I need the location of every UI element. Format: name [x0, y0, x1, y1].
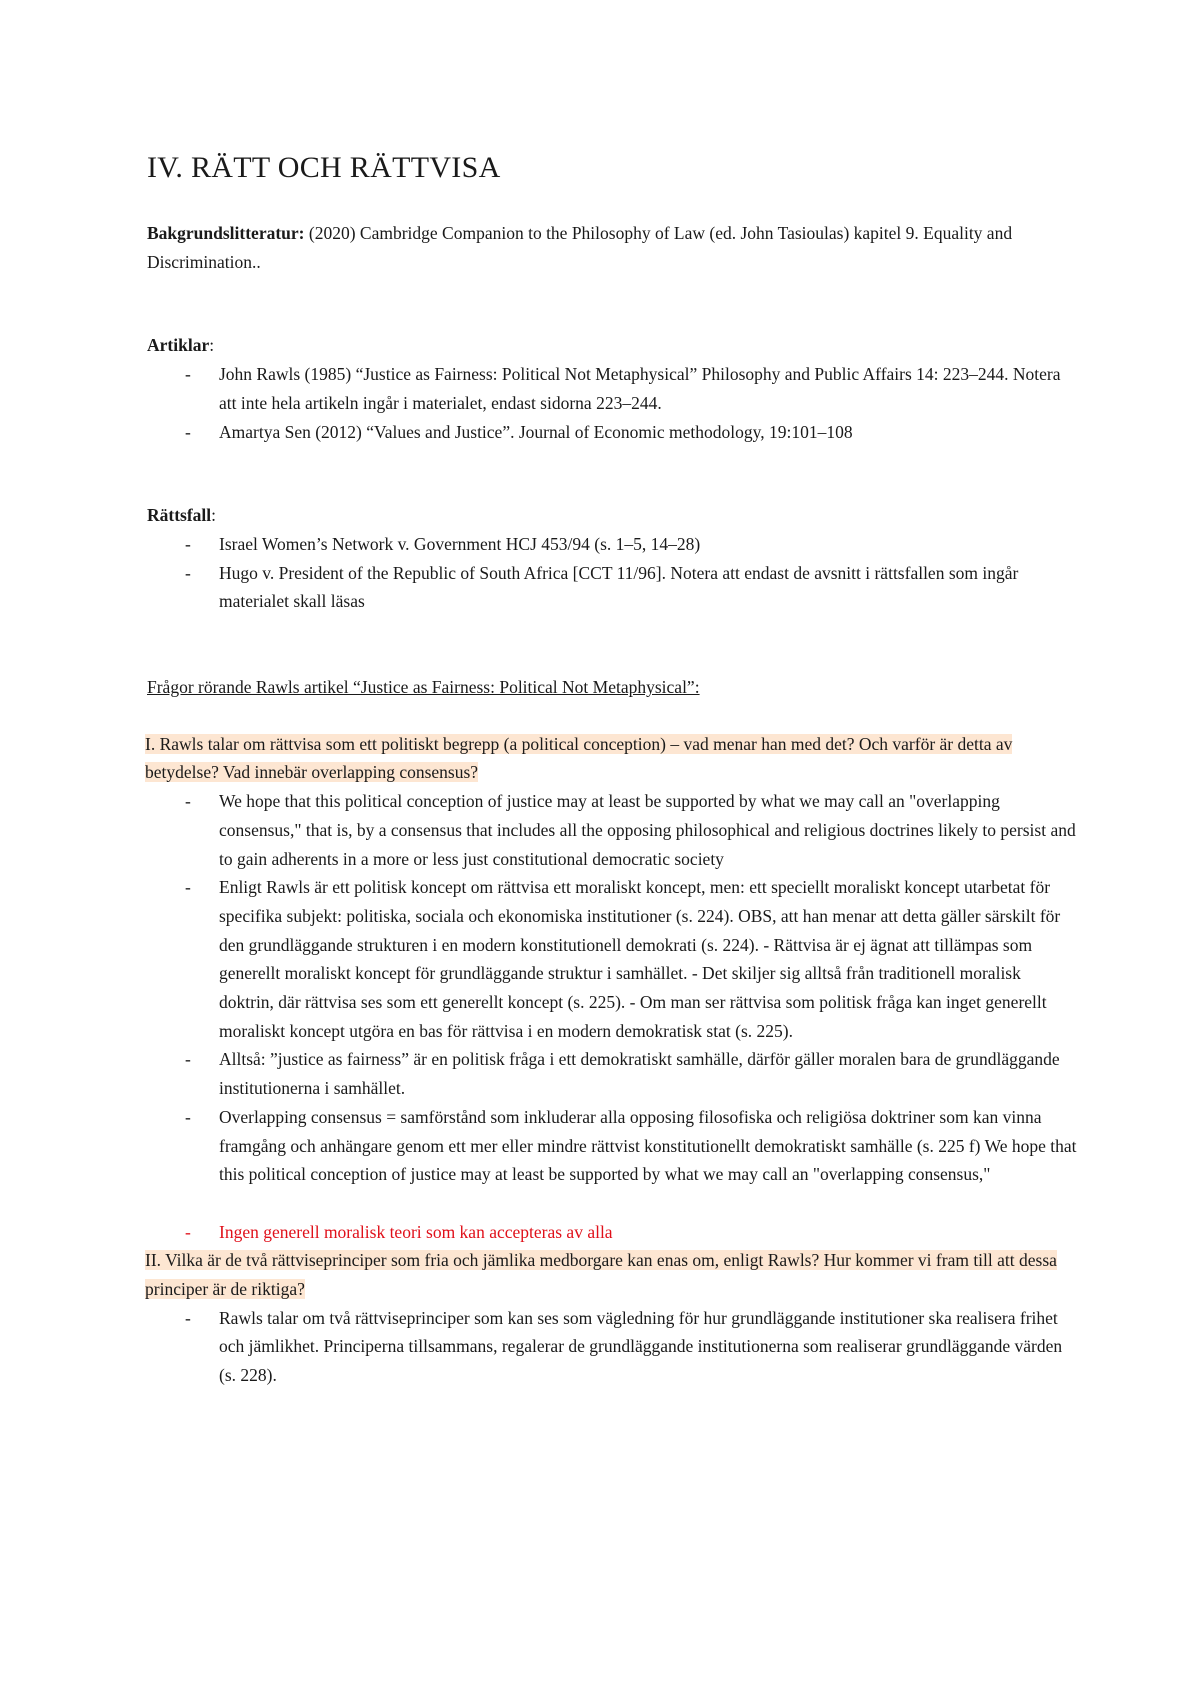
cases-label: Rättsfall [147, 505, 212, 526]
articles-colon: : [209, 335, 215, 356]
answer-item: - Overlapping consensus = samförstånd som inkluderar alla opposing filosofiska och religiösa doktriner som kan vinna framgång och anhängare genom ett mer eller mindre rättvist konstitutionellt demokratiskt samhälle (s. 225 f) We hope that this political conception of justice may at least be supported by what we may call an "overlapping consensus," [219, 1103, 1080, 1189]
question-1-red-answer-list [147, 1218, 1080, 1247]
articles-section [147, 331, 1080, 446]
red-answer-item: - Ingen generell moralisk teori som kan accepteras av alla [219, 1218, 1080, 1247]
question-1-text: I. Rawls talar om rättvisa som ett politiskt begrepp (a political conception) – vad menar han med det? Och varför är detta av betydelse? Vad innebär overlapping consensus? [145, 733, 1013, 783]
articles-list [147, 360, 1080, 446]
question-1-block [147, 730, 1080, 1247]
article-item: - John Rawls (1985) “Justice as Fairness: Political Not Metaphysical” Philosophy and Public Affairs 14: 223–244. Notera att inte hela artikeln ingår i materialet, endast sidorna 223–244. [219, 360, 1080, 417]
question-2-block [147, 1246, 1080, 1390]
question-2 [145, 1246, 1080, 1303]
question-2-answers [147, 1304, 1080, 1390]
case-item: - Hugo v. President of the Republic of South Africa [CCT 11/96]. Notera att endast de avsnitt i rättsfallen som ingår materialet skall läsas [219, 559, 1080, 616]
cases-list [147, 530, 1080, 616]
answer-item: - Enligt Rawls är ett politisk koncept om rättvisa ett moraliskt koncept, men: ett speciellt moraliskt koncept utarbetat för specifika subjekt: politiska, sociala och ekonomiska institutioner (s. 224). OBS, att han menar att detta gäller särskilt för den grundläggande strukturen i en modern konstitutionell demokrati (s. 224). - Rättvisa är ej ägnat att tillämpas som generellt moraliskt koncept för grundläggande struktur i samhället. - Det skiljer sig alltså från traditionell moralisk doktrin, där rättvisa ses som ett generellt koncept (s. 225). - Om man ser rättvisa som politisk fråga kan inget generellt moraliskt koncept utgöra en bas för rättvisa i en modern demokratisk stat (s. 225). [219, 873, 1080, 1045]
background-literature [147, 219, 1080, 276]
cases-heading [147, 501, 1080, 530]
question-1-answers [147, 787, 1080, 1189]
cases-colon: : [211, 505, 217, 526]
questions-heading: Frågor rörande Rawls artikel “Justice as Fairness: Political Not Metaphysical”: [147, 677, 700, 698]
answer-item: - Rawls talar om två rättviseprinciper som kan ses som vägledning för hur grundläggande institutioner ska realisera frihet och jämlikhet. Principerna tillsammans, regalerar de grundläggande institutionerna som realiserar grundläggande värden (s. 228). [219, 1304, 1080, 1390]
page-title: IV. RÄTT OCH RÄTTVISA [147, 151, 501, 184]
spacer [147, 1189, 1080, 1218]
articles-heading [147, 331, 1080, 360]
question-2-text: II. Vilka är de två rättviseprinciper som fria och jämlika medborgare kan enas om, enligt Rawls? Hur kommer vi fram till att dessa principer är de riktiga? [145, 1250, 1057, 1300]
case-item: - Israel Women’s Network v. Government HCJ 453/94 (s. 1–5, 14–28) [219, 530, 1080, 559]
article-item: - Amartya Sen (2012) “Values and Justice”. Journal of Economic methodology, 19:101–108 [219, 418, 1080, 447]
answer-item: - Alltså: ”justice as fairness” är en politisk fråga i ett demokratiskt samhälle, därför gäller moralen bara de grundläggande institutionerna i samhället. [219, 1045, 1080, 1102]
answer-item: - We hope that this political conception of justice may at least be supported by what we may call an "overlapping consensus," that is, by a consensus that includes all the opposing philosophical and religious doctrines likely to persist and to gain adherents in a more or less just constitutional democratic society [219, 787, 1080, 873]
articles-label: Artiklar [147, 335, 210, 356]
background-label: Bakgrundslitteratur: [147, 223, 305, 243]
cases-section [147, 501, 1080, 616]
question-1 [145, 730, 1080, 787]
background-text: (2020) Cambridge Companion to the Philosophy of Law (ed. John Tasioulas) kapitel 9. Equality and Discrimination.. [147, 223, 1013, 272]
